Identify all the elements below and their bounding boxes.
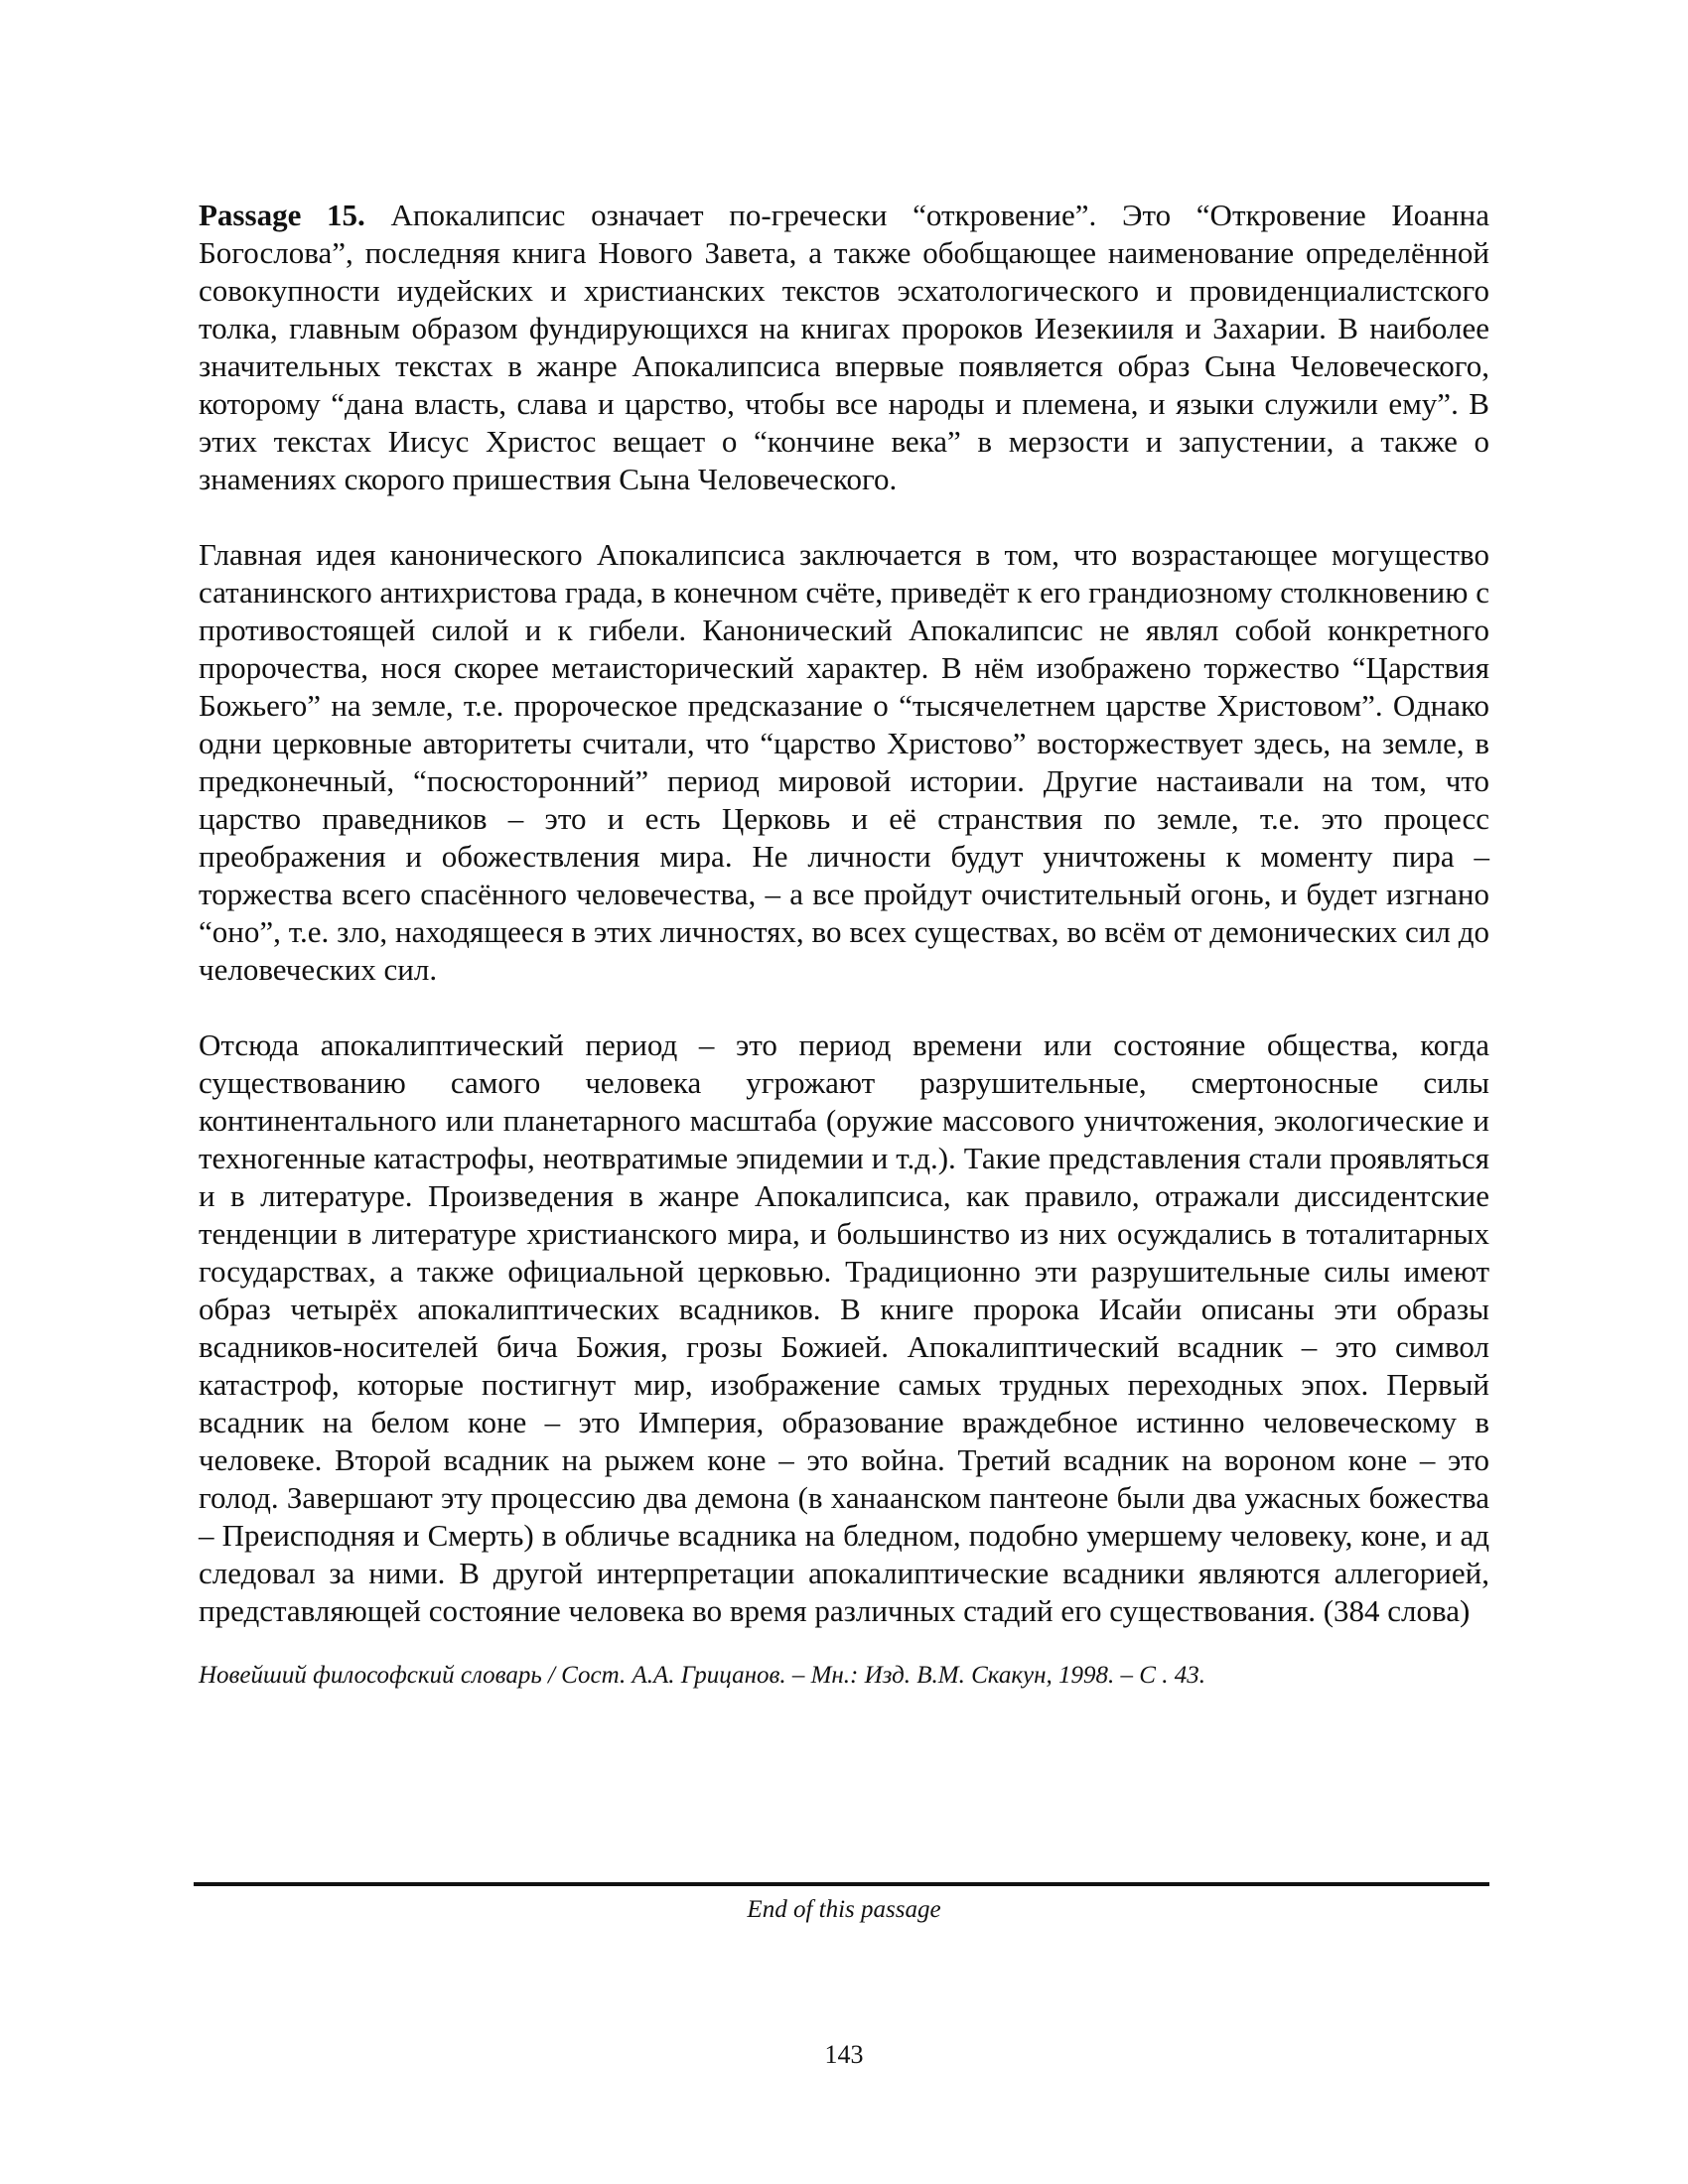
passage-paragraph-3: Отсюда апокалиптический период – это период времени или состояние общества, когда существованию самого человека угрожают разрушительные, смертоносные силы континентального или планетарного масштаба (оружие массового уничтожения, экологические и техногенные катастрофы, неотвратимые эпидемии и т.д.). Такие представления стали проявляться и в литературе. Произведения в жанре Апокалипсиса, как правило, отражали диссидентские тенденции в литературе христианского мира, и большинство из них осуждались в тоталитарных государствах, а также официальной церковью. Традиционно эти разрушительные силы имеют образ четырёх апокалиптических всадников. В книге пророка Исайи описаны эти образы всадников-носителей бича Божия, грозы Божией. Апокалиптический всадник – это символ катастроф, которые постигнут мир, изображение самых трудных переходных эпох. Первый всадник на белом коне – это Империя, образование враждебное истинно человеческому в человеке. Второй всадник на рыжем коне – это война. Третий всадник на вороном коне – это голод. Завершают эту процессию два демона (в ханаанском пантеоне были два ужасных божества – Преисподняя и Смерть) в обличье всадника на бледном, подобно умершему человеку, коне, и ад следовал за ними. В другой интерпретации апокалиптические всадники являются аллегорией, представляющей состояние человека во время различных стадий его существования. (384 слова) bbox=[199, 1027, 1489, 1628]
page-number: 143 bbox=[824, 2040, 864, 2069]
passage-body bbox=[199, 197, 1489, 1692]
passage-label: Passage 15. bbox=[199, 198, 365, 232]
passage-paragraph-2: Главная идея канонического Апокалипсиса заключается в том, что возрастающее могущество сатанинского антихристова града, в конечном счёте, приведёт к его грандиозному столкновению с противостоящей силой и к гибели. Канонический Апокалипсис не являл собой конкретного пророчества, нося скорее метаисторический характер. В нём изображено торжество “Царствия Божьего” на земле, т.е. пророческое предсказание о “тысячелетнем царстве Христовом”. Однако одни церковные авторитеты считали, что “царство Христово” восторжествует здесь, на земле, в предконечный, “посюсторонний” период мировой истории. Другие настаивали на том, что царство праведников – это и есть Церковь и её странствия по земле, т.е. это процесс преображения и обожествления мира. Не личности будут уничтожены к моменту пира – торжества всего спасённого человечества, – а все пройдут очистительный огонь, и будет изгнано “оно”, т.е. зло, находящееся в этих личностях, во всех существах, во всём от демонических сил до человеческих сил. bbox=[199, 537, 1489, 987]
end-of-passage-note: End of this passage bbox=[747, 1896, 941, 1923]
passage-intro-text: Апокалипсис означает по-гречески “откровение”. Это “Откровение Иоанна Богослова”, последняя книга Нового Завета, а также обобщающее наименование определённой совокупности иудейских и христианских текстов эсхатологического и провиденциалистского толка, главным образом фундирующихся на книгах пророков Иезекииля и Захарии. В наиболее значительных текстах в жанре Апокалипсиса впервые появляется образ Сына Человеческого, которому “дана власть, слава и царство, чтобы все народы и племена, и языки служили ему”. В этих текстах Иисус Христос вещает о “кончине века” в мерзости и запустении, а также о знамениях скорого пришествия Сына Человеческого. bbox=[199, 198, 1489, 496]
passage-paragraph-1 bbox=[199, 197, 1489, 498]
footer-divider bbox=[194, 1882, 1489, 1886]
source-citation: Новейший философский словарь / Сост. А.А. Грицанов. – Мн.: Изд. В.М. Скакун, 1998. – С . 43. bbox=[199, 1662, 1205, 1689]
